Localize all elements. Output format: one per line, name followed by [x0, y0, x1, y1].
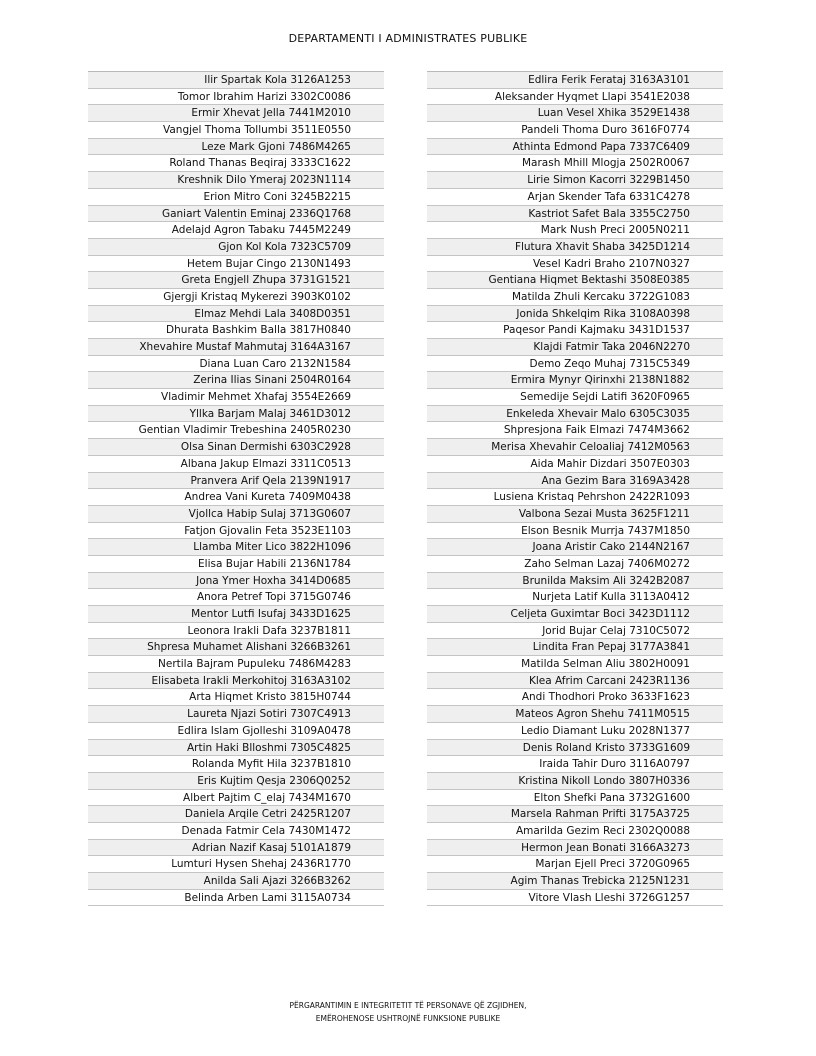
list-item: Paqesor Pandi Kajmaku 3431D1537	[427, 322, 723, 339]
list-item: Amarilda Gezim Reci 2302Q0088	[427, 823, 723, 840]
page-footer	[0, 999, 816, 1025]
list-item: Marash Mhill Mlogja 2502R0067	[427, 155, 723, 172]
list-item: Lindita Fran Pepaj 3177A3841	[427, 639, 723, 656]
list-item: Kreshnik Dilo Ymeraj 2023N1114	[88, 172, 384, 189]
list-item: Hetem Bujar Cingo 2130N1493	[88, 256, 384, 273]
list-item: Arta Hiqmet Kristo 3815H0744	[88, 689, 384, 706]
list-item: Dhurata Bashkim Balla 3817H0840	[88, 322, 384, 339]
list-item: Albana Jakup Elmazi 3311C0513	[88, 456, 384, 473]
list-item: Belinda Arben Lami 3115A0734	[88, 890, 384, 907]
list-item: Matilda Zhuli Kercaku 3722G1083	[427, 289, 723, 306]
right-name-list	[427, 71, 723, 906]
list-item: Zaho Selman Lazaj 7406M0272	[427, 556, 723, 573]
list-item: Brunilda Maksim Ali 3242B2087	[427, 573, 723, 590]
list-item: Nurjeta Latif Kulla 3113A0412	[427, 589, 723, 606]
list-item: Aleksander Hyqmet Llapi 3541E2038	[427, 89, 723, 106]
list-item: Gjergji Kristaq Mykerezi 3903K0102	[88, 289, 384, 306]
list-item: Xhevahire Mustaf Mahmutaj 3164A3167	[88, 339, 384, 356]
list-item: Demo Zeqo Muhaj 7315C5349	[427, 356, 723, 373]
list-item: Adelajd Agron Tabaku 7445M2249	[88, 222, 384, 239]
list-item: Arjan Skender Tafa 6331C4278	[427, 189, 723, 206]
list-item: Marsela Rahman Prifti 3175A3725	[427, 806, 723, 823]
list-item: Anora Petref Topi 3715G0746	[88, 589, 384, 606]
footer-line-2: EMËROHENOSE USHTROJNË FUNKSIONE PUBLIKE	[315, 1014, 501, 1023]
list-item: Ermira Mynyr Qirinxhi 2138N1882	[427, 372, 723, 389]
list-item: Edlira Ferik Ferataj 3163A3101	[427, 72, 723, 89]
list-item: Vladimir Mehmet Xhafaj 3554E2669	[88, 389, 384, 406]
list-item: Elton Shefki Pana 3732G1600	[427, 790, 723, 807]
list-item: Adrian Nazif Kasaj 5101A1879	[88, 840, 384, 857]
list-item: Lusiena Kristaq Pehrshon 2422R1093	[427, 489, 723, 506]
list-item: Mateos Agron Shehu 7411M0515	[427, 706, 723, 723]
list-item: Mark Nush Preci 2005N0211	[427, 222, 723, 239]
list-item: Flutura Xhavit Shaba 3425D1214	[427, 239, 723, 256]
list-item: Mentor Lutfi Isufaj 3433D1625	[88, 606, 384, 623]
list-item: Zerina Ilias Sinani 2504R0164	[88, 372, 384, 389]
list-item: Vesel Kadri Braho 2107N0327	[427, 256, 723, 273]
list-item: Gentian Vladimir Trebeshina 2405R0230	[88, 422, 384, 439]
list-item: Eris Kujtim Qesja 2306Q0252	[88, 773, 384, 790]
list-item: Daniela Arqile Cetri 2425R1207	[88, 806, 384, 823]
list-item: Aida Mahir Dizdari 3507E0303	[427, 456, 723, 473]
footer-line-1: PËRGARANTIMIN E INTEGRITETIT TË PERSONAVE QË ZGJIDHEN,	[289, 1001, 527, 1010]
list-item: Iraida Tahir Duro 3116A0797	[427, 756, 723, 773]
list-item: Leonora Irakli Dafa 3237B1811	[88, 623, 384, 640]
list-item: Olsa Sinan Dermishi 6303C2928	[88, 439, 384, 456]
list-item: Gentiana Hiqmet Bektashi 3508E0385	[427, 272, 723, 289]
list-item: Diana Luan Caro 2132N1584	[88, 356, 384, 373]
list-item: Ana Gezim Bara 3169A3428	[427, 473, 723, 490]
list-item: Luan Vesel Xhika 3529E1438	[427, 105, 723, 122]
list-item: Anilda Sali Ajazi 3266B3262	[88, 873, 384, 890]
list-item: Vangjel Thoma Tollumbi 3511E0550	[88, 122, 384, 139]
list-item: Andi Thodhori Proko 3633F1623	[427, 689, 723, 706]
list-item: Ganiart Valentin Eminaj 2336Q1768	[88, 206, 384, 223]
list-item: Ilir Spartak Kola 3126A1253	[88, 72, 384, 89]
list-item: Llamba Miter Lico 3822H1096	[88, 539, 384, 556]
list-item: Tomor Ibrahim Harizi 3302C0086	[88, 89, 384, 106]
list-item: Elisabeta Irakli Merkohitoj 3163A3102	[88, 673, 384, 690]
list-item: Joana Aristir Cako 2144N2167	[427, 539, 723, 556]
list-item: Elmaz Mehdi Lala 3408D0351	[88, 306, 384, 323]
list-item: Lirie Simon Kacorri 3229B1450	[427, 172, 723, 189]
list-item: Jonida Shkelqim Rika 3108A0398	[427, 306, 723, 323]
list-item: Klajdi Fatmir Taka 2046N2270	[427, 339, 723, 356]
list-item: Nertila Bajram Pupuleku 7486M4283	[88, 656, 384, 673]
list-item: Elisa Bujar Habili 2136N1784	[88, 556, 384, 573]
list-item: Pandeli Thoma Duro 3616F0774	[427, 122, 723, 139]
list-item: Celjeta Guximtar Boci 3423D1112	[427, 606, 723, 623]
list-item: Andrea Vani Kureta 7409M0438	[88, 489, 384, 506]
list-item: Athinta Edmond Papa 7337C6409	[427, 139, 723, 156]
list-item: Jorid Bujar Celaj 7310C5072	[427, 623, 723, 640]
list-item: Semedije Sejdi Latifi 3620F0965	[427, 389, 723, 406]
list-item: Pranvera Arif Qela 2139N1917	[88, 473, 384, 490]
list-item: Kastriot Safet Bala 3355C2750	[427, 206, 723, 223]
list-item: Ledio Diamant Luku 2028N1377	[427, 723, 723, 740]
list-item: Greta Engjell Zhupa 3731G1521	[88, 272, 384, 289]
list-item: Enkeleda Xhevair Malo 6305C3035	[427, 406, 723, 423]
list-item: Shpresjona Faik Elmazi 7474M3662	[427, 422, 723, 439]
list-item: Lumturi Hysen Shehaj 2436R1770	[88, 856, 384, 873]
list-item: Edlira Islam Gjolleshi 3109A0478	[88, 723, 384, 740]
page-title: DEPARTAMENTI I ADMINISTRATES PUBLIKE	[288, 32, 528, 45]
list-item: Erion Mitro Coni 3245B2215	[88, 189, 384, 206]
list-item: Hermon Jean Bonati 3166A3273	[427, 840, 723, 857]
list-item: Rolanda Myfit Hila 3237B1810	[88, 756, 384, 773]
list-item: Laureta Njazi Sotiri 7307C4913	[88, 706, 384, 723]
list-item: Agim Thanas Trebicka 2125N1231	[427, 873, 723, 890]
list-item: Valbona Sezai Musta 3625F1211	[427, 506, 723, 523]
list-item: Kristina Nikoll Londo 3807H0336	[427, 773, 723, 790]
list-item: Elson Besnik Murrja 7437M1850	[427, 523, 723, 540]
list-item: Vitore Vlash Lleshi 3726G1257	[427, 890, 723, 907]
list-item: Merisa Xhevahir Celoaliaj 7412M0563	[427, 439, 723, 456]
list-item: Artin Haki Blloshmi 7305C4825	[88, 740, 384, 757]
list-item: Denis Roland Kristo 3733G1609	[427, 740, 723, 757]
list-item: Albert Pajtim C_elaj 7434M1670	[88, 790, 384, 807]
list-item: Klea Afrim Carcani 2423R1136	[427, 673, 723, 690]
list-item: Matilda Selman Aliu 3802H0091	[427, 656, 723, 673]
list-item: Gjon Kol Kola 7323C5709	[88, 239, 384, 256]
list-item: Denada Fatmir Cela 7430M1472	[88, 823, 384, 840]
list-item: Leze Mark Gjoni 7486M4265	[88, 139, 384, 156]
list-item: Yllka Barjam Malaj 3461D3012	[88, 406, 384, 423]
list-item: Ermir Xhevat Jella 7441M2010	[88, 105, 384, 122]
list-item: Roland Thanas Beqiraj 3333C1622	[88, 155, 384, 172]
list-item: Vjollca Habip Sulaj 3713G0607	[88, 506, 384, 523]
list-item: Jona Ymer Hoxha 3414D0685	[88, 573, 384, 590]
left-name-list	[88, 71, 384, 906]
list-item: Fatjon Gjovalin Feta 3523E1103	[88, 523, 384, 540]
list-item: Marjan Ejell Preci 3720G0965	[427, 856, 723, 873]
list-item: Shpresa Muhamet Alishani 3266B3261	[88, 639, 384, 656]
